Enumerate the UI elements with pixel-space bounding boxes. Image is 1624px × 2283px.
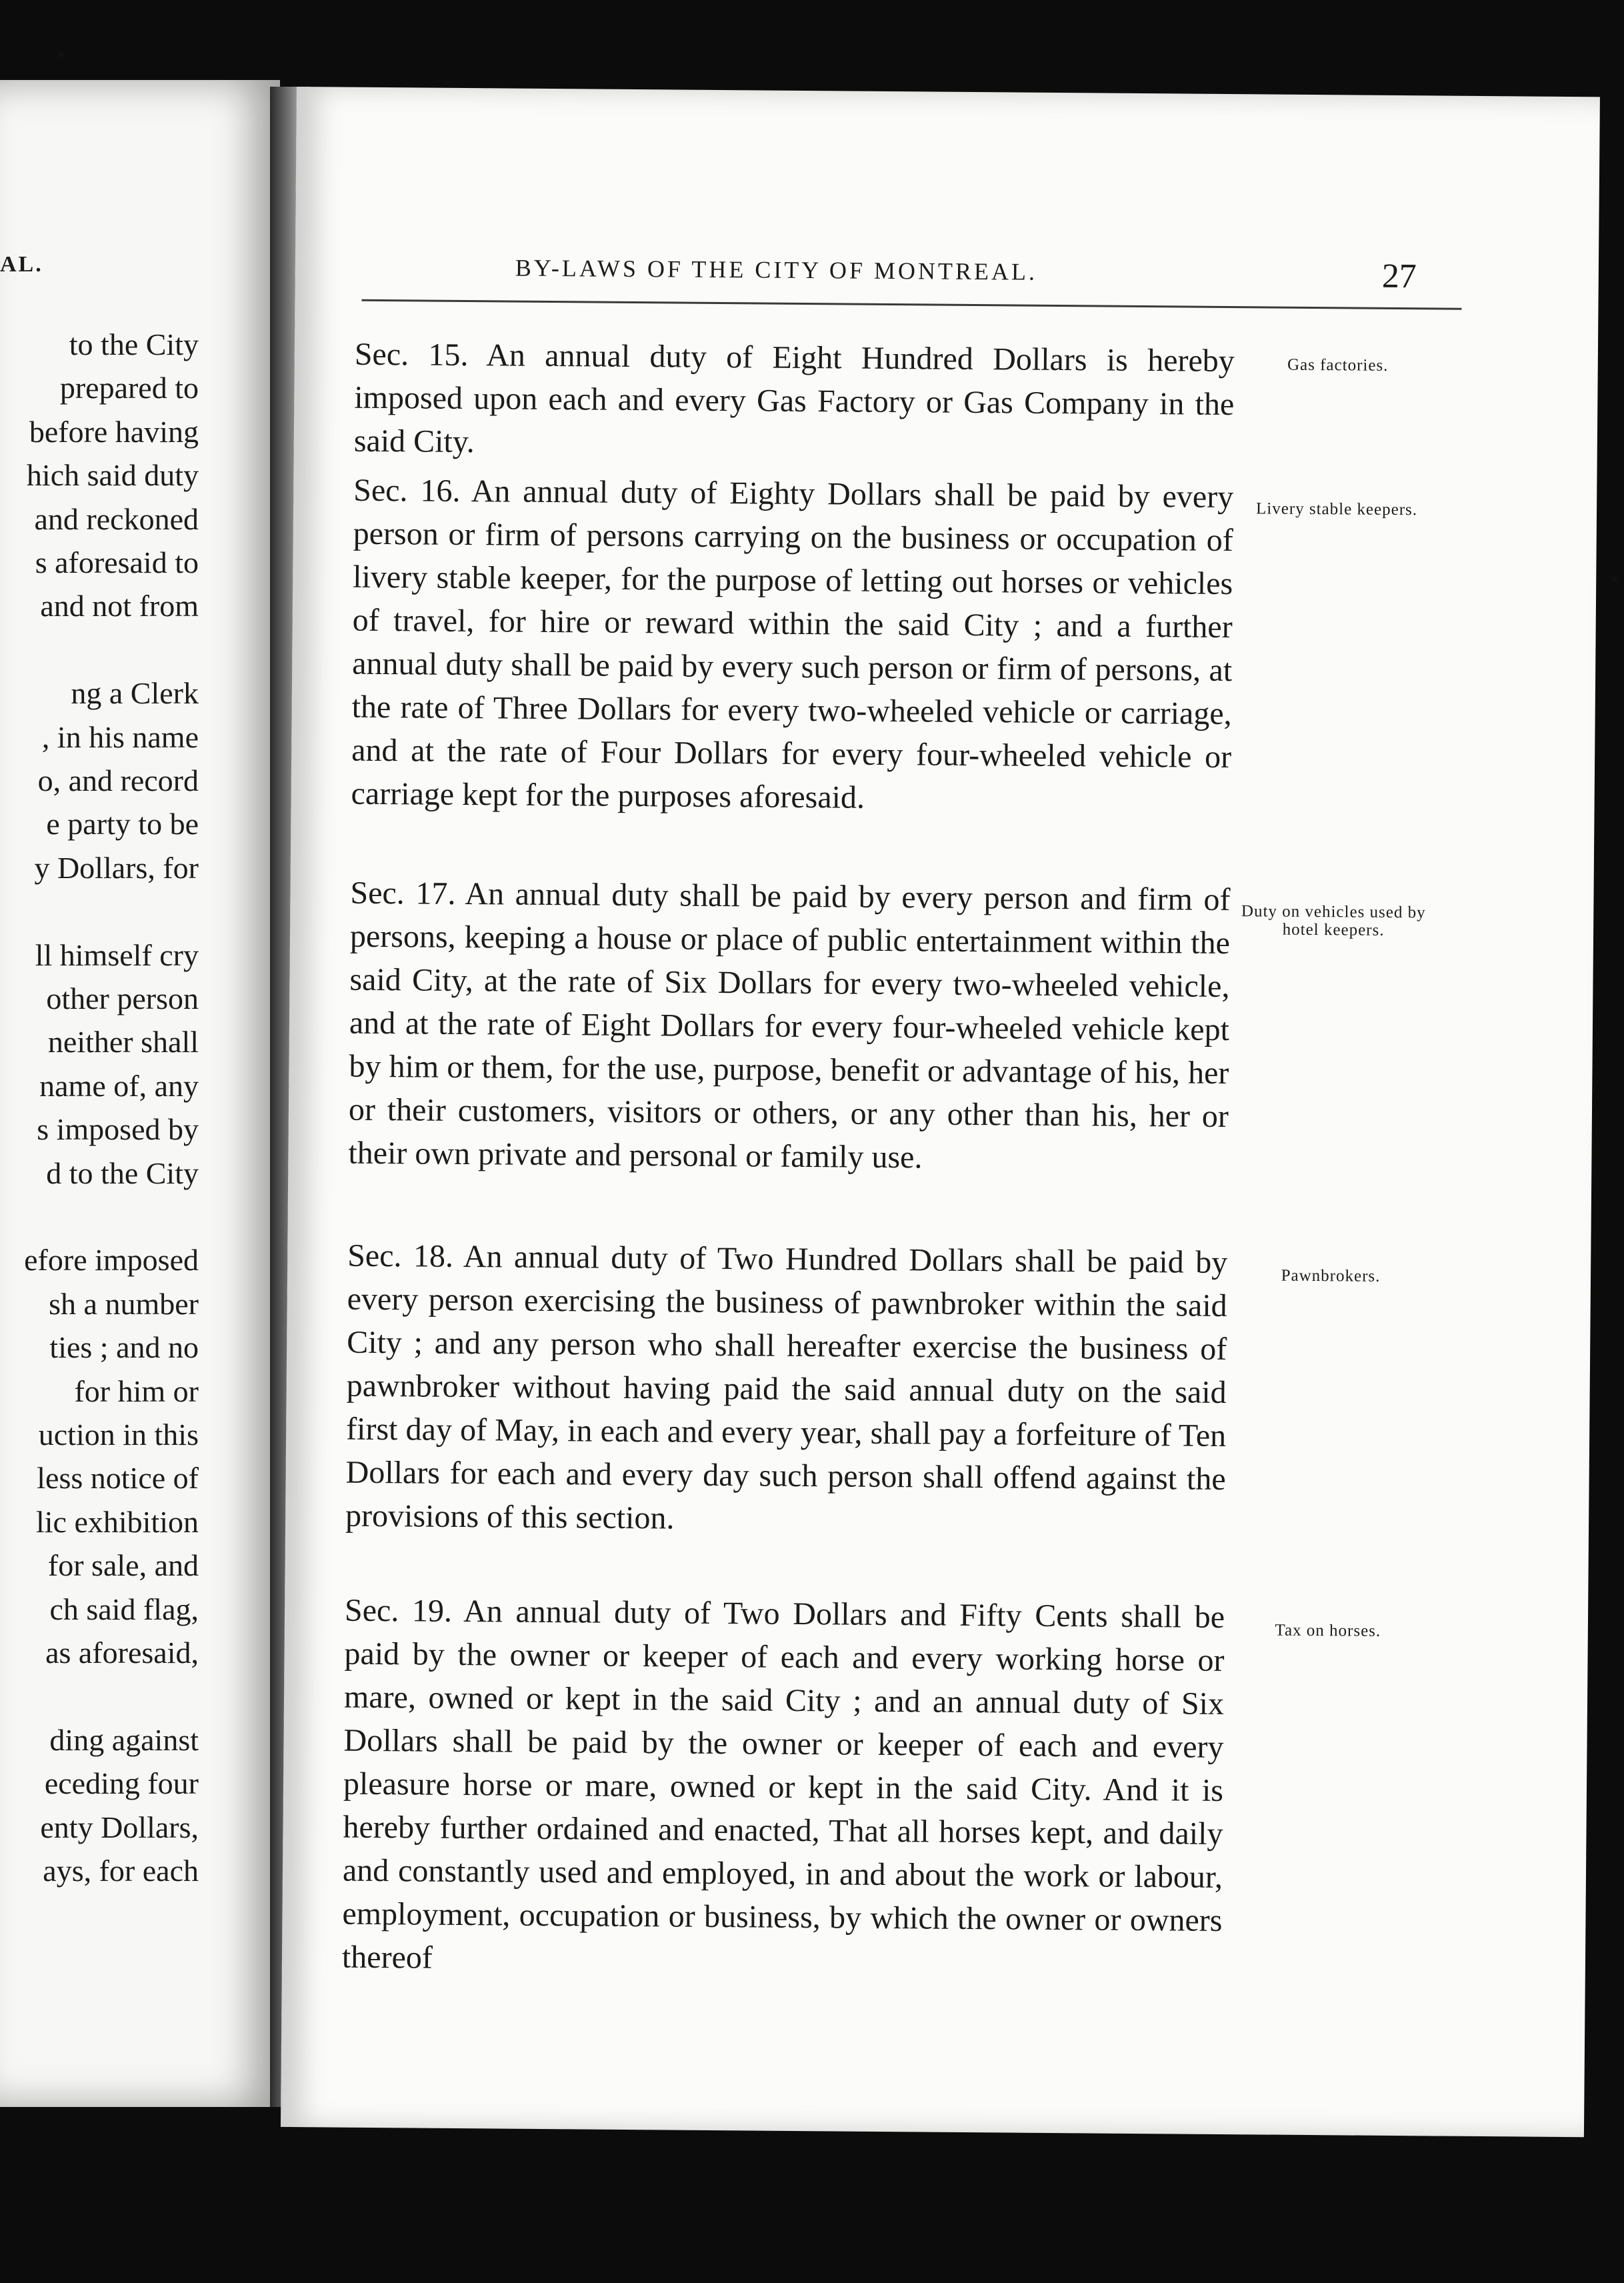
section-16: Sec. 16. An annual duty of Eighty Dollars shall be paid by every person or firm of persons carrying on the business or occupation of livery stable keeper, for the purpose of letting out horses or vehicles of travel, for hire or reward within the said City ; and a further annual duty shall be paid by every such person or firm of persons, at the rate of Three Dollars for every two-wheeled vehicle or carriage, and at the rate of Four Dollars for every four-wheeled vehicle or carriage kept for the purposes aforesaid. — [351, 472, 1234, 815]
left-page-line: and reckoned — [34, 501, 199, 536]
left-page-line: for him or — [74, 1374, 199, 1408]
left-page-line: d to the City — [46, 1156, 199, 1190]
header-rule — [361, 299, 1461, 310]
left-page-line: name of, any — [39, 1068, 199, 1103]
left-page-line: o, and record — [37, 763, 199, 797]
left-page-line: s aforesaid to — [35, 545, 199, 579]
left-page-line: eceding four — [44, 1766, 199, 1801]
left-page-line: efore imposed — [24, 1243, 199, 1278]
section-19: Sec. 19. An annual duty of Two Dollars and Fifty Cents shall be paid by the owner or keeper of each and every working horse or mare, owned or kept in the said City ; and an annual duty of Six Dollars shall be paid by the owner or keeper of each and every pleasure horse or mare, owned or kept in the said City. And it is hereby further ordained and enacted, That all horses kept, and daily and constantly used and employed, in and about the work or labour, employment, occupation or business, by which the owner or owners thereof — [341, 1592, 1225, 1976]
left-page-line: before having — [29, 414, 199, 449]
left-page-line: , in his name — [41, 719, 199, 754]
margin-note-hotel-keepers: Duty on vehicles used by hotel keepers. — [1241, 902, 1426, 939]
section-18: Sec. 18. An annual duty of Two Hundred Dollars shall be paid by every person exercising the business of pawnbroker within the said City ; and any person who shall hereafter exercise the business of pawnbroker without having paid the said annual duty on the said first day of May, in each and every year, shall pay a forfeiture of Ten Dollars for each and every day such person shall offend against the provisions of this section. — [345, 1238, 1228, 1536]
page-number: 27 — [1381, 257, 1417, 296]
left-page-line: s imposed by — [37, 1112, 199, 1147]
left-page-line: ays, for each — [43, 1854, 199, 1888]
left-page-line: lic exhibition — [35, 1504, 199, 1539]
margin-note-tax-on-horses: Tax on horses. — [1275, 1621, 1381, 1640]
left-page-line: less notice of — [37, 1461, 199, 1496]
left-page-line: as aforesaid, — [45, 1636, 199, 1670]
left-page-line: ll himself cry — [35, 937, 199, 972]
left-page-fragment — [0, 80, 280, 2107]
left-page-line: neither shall — [47, 1025, 199, 1059]
scan-speck — [1612, 577, 1617, 582]
left-page-line: e party to be — [46, 807, 199, 841]
left-page-line: sh a number — [49, 1286, 199, 1321]
section-17: Sec. 17. An annual duty shall be paid by every person and firm of persons, keeping a house or place of public entertainment within the said City, at the rate of Six Dollars for every two-wheeled vehicle, and at the rate of Eight Dollars for every four-wheeled vehicle kept by him or them, for the use, purpose, benefit or advantage of his, her or their customers, visitors or others, or any other than his, her or their own private and personal or family use. — [348, 875, 1231, 1176]
left-page-line: ties ; and no — [49, 1330, 199, 1365]
running-head: BY-LAWS OF THE CITY OF MONTREAL. — [515, 254, 1038, 285]
margin-note-pawnbrokers: Pawnbrokers. — [1281, 1266, 1381, 1286]
left-page-line: other person — [46, 981, 199, 1015]
margin-note-livery-stable: Livery stable keepers. — [1255, 499, 1418, 519]
margin-note-gas-factories: Gas factories. — [1287, 355, 1389, 375]
left-page-line: ng a Clerk — [71, 676, 199, 711]
left-page-line: ding against — [49, 1722, 199, 1757]
left-page-line: ch said flag, — [49, 1592, 199, 1626]
left-page-line: hich said duty — [26, 458, 199, 493]
section-15: Sec. 15. An annual duty of Eight Hundred Dollars is hereby imposed upon each and every Gas Factory or Gas Company in the said City. — [353, 336, 1235, 460]
left-page-line: for sale, and — [47, 1548, 199, 1583]
left-page-line: y Dollars, for — [34, 850, 199, 885]
scan-speck — [59, 52, 64, 57]
right-page — [281, 87, 1600, 2137]
left-page-line: enty Dollars, — [40, 1810, 199, 1844]
left-page-line: to the City — [69, 327, 199, 361]
left-page-line: and not from — [40, 589, 199, 623]
left-page-line: prepared to — [59, 371, 199, 405]
left-running-head-fragment: AL. — [0, 252, 43, 277]
left-page-line: uction in this — [38, 1418, 199, 1452]
